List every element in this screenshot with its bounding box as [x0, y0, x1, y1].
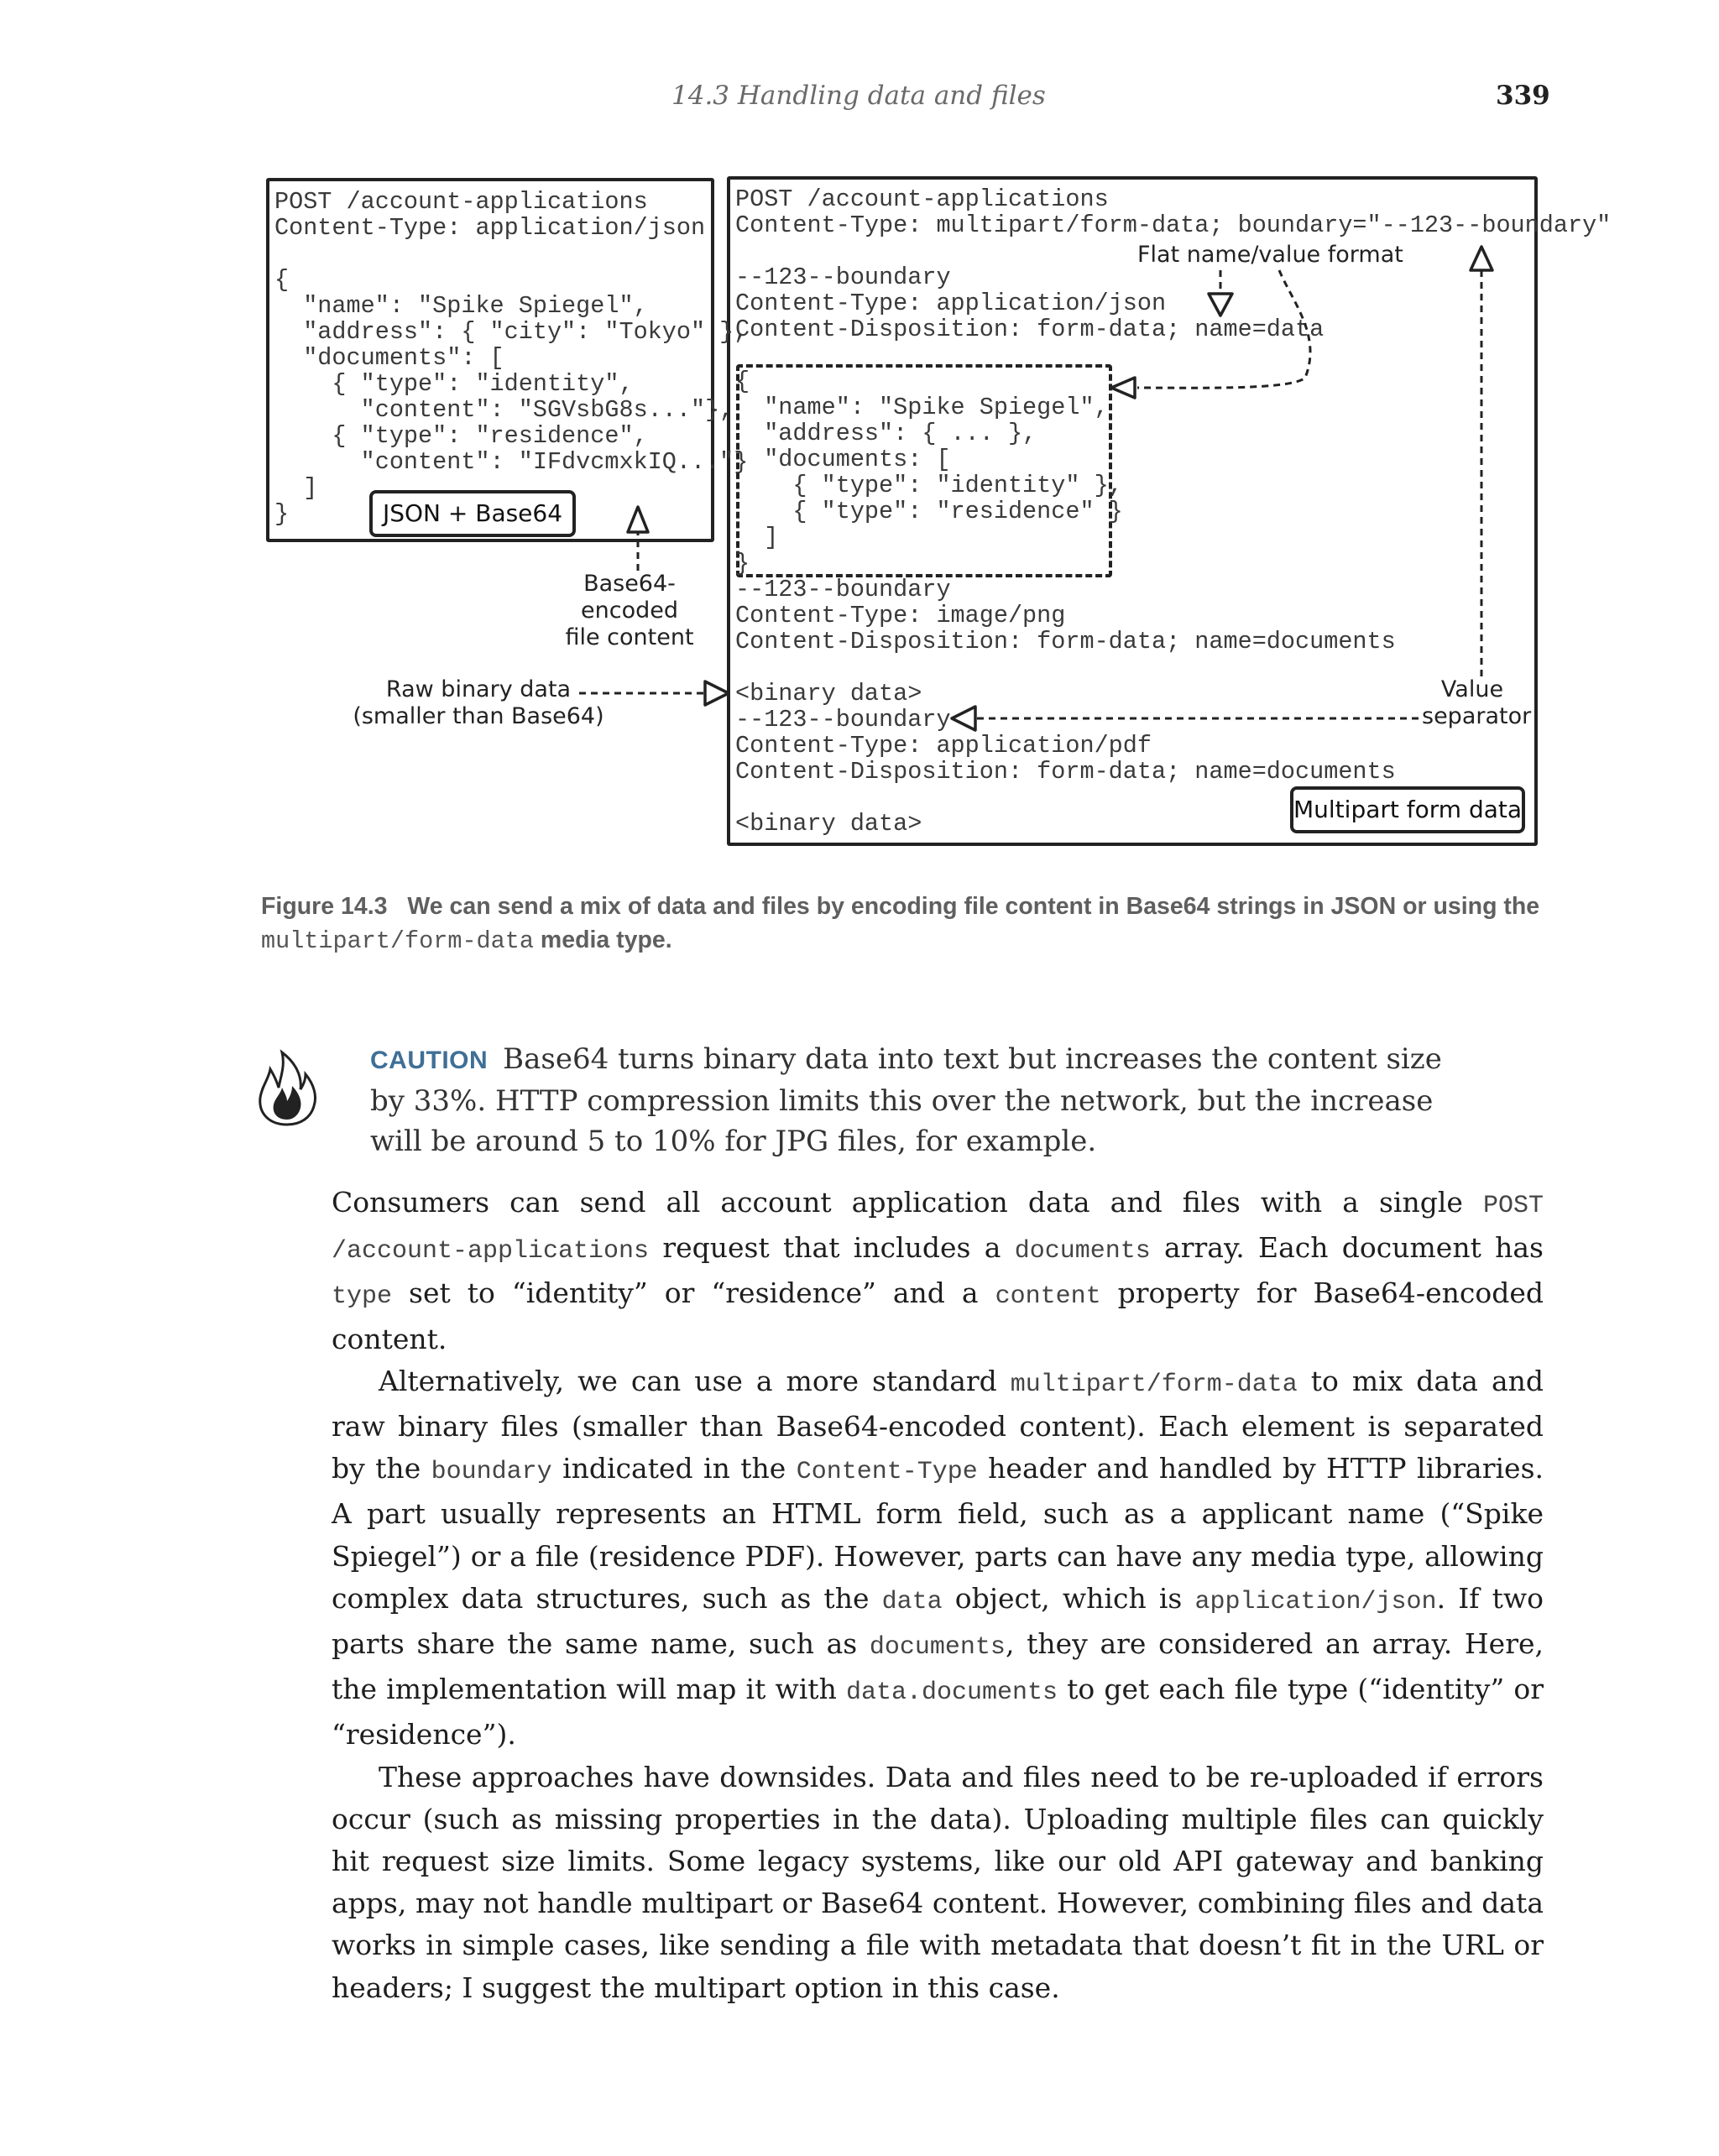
figure-caption — [261, 890, 1554, 958]
p2-text-5: object, which is — [942, 1581, 1195, 1615]
section-title: 14.3 Handling data and files — [671, 81, 1046, 111]
arrowhead-base64 — [628, 507, 648, 532]
caption-text-end: media type. — [540, 927, 672, 953]
multipart-code-line: <binary data> — [735, 810, 922, 838]
p2-text-6: . If two parts share the same name, such as — [332, 1581, 1544, 1661]
multipart-code-line: } — [735, 550, 750, 577]
p1-text-3: array. Each document has — [1150, 1231, 1544, 1265]
multipart-code-line: Content-Type: image/png — [735, 602, 1066, 629]
multipart-code-line: POST /account-applications — [735, 185, 1109, 213]
multipart-code-line: <binary data> — [735, 680, 922, 707]
base64-content-label: Base64-encoded file content — [565, 571, 694, 650]
p2-text-8: to get each file type (“identity” or “residence”). — [332, 1673, 1544, 1751]
caution-text: Base64 turns binary data into text but increases the content size by 33%. HTTP compression limits this over the network, but the increase will be around 5 to 10% for JPG files, for example. — [370, 1042, 1442, 1158]
json-code-line: "content": "SGVsbG8s..."}, — [274, 396, 734, 424]
paragraph-2 — [332, 1360, 1544, 1757]
p1-text-2: request that includes a — [649, 1231, 1015, 1265]
json-code-line: Content-Type: application/json — [274, 214, 706, 242]
multipart-code-line: Content-Type: application/json — [735, 290, 1167, 317]
json-code-line: { "type": "identity", — [274, 370, 634, 398]
paragraph-3: These approaches have downsides. Data and files need to be re-uploaded if errors occur (such as missing properties in the data). Uploading multiple files can quickly hit request size limits. Some legacy systems, like our old API gateway and banking apps, may not handle multipart or Base64 content. However, combining files and data works in simple cases, like sending a file with metadata that doesn’t fit in the URL or headers; I suggest the multipart option in this case. — [332, 1760, 1544, 2004]
p2-code-2: boundary — [431, 1458, 552, 1487]
multipart-code-line: "documents: [ — [735, 446, 951, 473]
json-code-line: { "type": "residence", — [274, 422, 648, 450]
paragraph-1 — [332, 1182, 1544, 1360]
value-separator-label: Value separator — [1422, 676, 1532, 729]
multipart-code-line: Content-Disposition: form-data; name=documents — [735, 758, 1396, 786]
page-number: 339 — [1496, 81, 1550, 111]
multipart-code-line: { "type": "identity" }, — [735, 472, 1123, 499]
caption-text: We can send a mix of data and files by encoding file content in Base64 strings in JSON or using the — [407, 893, 1540, 920]
json-code-line: { — [274, 266, 290, 294]
multipart-code-line: Content-Disposition: form-data; name=data — [735, 316, 1325, 343]
caution-label: CAUTION — [370, 1047, 489, 1074]
arrowhead-flat-down — [1209, 294, 1232, 316]
json-code-line: "documents": [ — [274, 344, 504, 372]
arrowhead-separator-left — [952, 707, 975, 730]
multipart-form-data-tag: Multipart form data — [1290, 786, 1525, 833]
multipart-code-line: --123--boundary — [735, 576, 951, 603]
p2-text-3: indicated in the — [551, 1452, 797, 1485]
figure-number: Figure 14.3 — [261, 893, 388, 920]
json-code-line: "name": "Spike Spiegel", — [274, 292, 648, 320]
json-code-line: POST /account-applications — [274, 188, 648, 216]
raw-binary-label: Raw binary data (smaller than Base64) — [353, 676, 604, 729]
arrowhead-raw — [705, 681, 729, 705]
figure-14-3 — [0, 0, 1719, 864]
fire-icon — [253, 1047, 321, 1128]
p2-code-5: application/json — [1194, 1587, 1437, 1616]
arrow-flat-curve-line — [1137, 270, 1310, 388]
multipart-code-line: { "type": "residence" } — [735, 498, 1123, 525]
p2-text-4: header and handled by HTTP libraries. A part usually represents an HTML form field, such as a applicant name (“Spike Spiegel”) or a file (residence PDF). However, parts can have any media type, allowing complex data structures, such as the — [332, 1452, 1544, 1615]
json-code-line: "content": "IFdvcmxkIQ..."} — [274, 448, 749, 476]
multipart-code-line: --123--boundary — [735, 264, 951, 291]
multipart-code-line: "name": "Spike Spiegel", — [735, 394, 1109, 421]
multipart-code-line: Content-Type: application/pdf — [735, 732, 1152, 760]
p2-code-4: data — [881, 1587, 943, 1616]
p2-code-6: documents — [869, 1633, 1006, 1663]
p2-code-3: Content-Type — [796, 1458, 978, 1487]
arrowhead-flat-curve — [1111, 378, 1135, 398]
json-base64-tag: JSON + Base64 — [369, 490, 576, 537]
multipart-code-line: Content-Type: multipart/form-data; boundary="--123--boundary" — [735, 211, 1612, 239]
multipart-code-line: { — [735, 368, 750, 395]
p1-code-2: documents — [1014, 1237, 1151, 1266]
caution-note — [370, 1039, 1478, 1162]
arrowhead-separator-up — [1471, 247, 1492, 270]
flat-format-label: Flat name/value format — [1137, 242, 1403, 268]
p2-code-7: data.documents — [845, 1678, 1058, 1708]
json-code-line: "address": { "city": "Tokyo" }, — [274, 318, 749, 346]
p2-text-1: Alternatively, we can use a more standard — [379, 1364, 1011, 1397]
p1-code-3: type — [332, 1282, 393, 1312]
multipart-code-line: Content-Disposition: form-data; name=documents — [735, 628, 1396, 655]
p2-code-1: multipart/form-data — [1010, 1370, 1298, 1399]
p2-text-2: to mix data and raw binary files (smaller than Base64-encoded content). Each element is separated by the — [332, 1364, 1544, 1485]
p1-code-4: content — [995, 1282, 1101, 1312]
body-text — [332, 1182, 1544, 2009]
multipart-code-line: ] — [735, 524, 779, 551]
p1-text-4: set to “identity” or “residence” and a — [392, 1276, 995, 1310]
p2-text-7: , they are considered an array. Here, the implementation will map it with — [332, 1627, 1544, 1706]
multipart-code-line: --123--boundary — [735, 706, 951, 733]
p1-code-1: POST /account-applications — [332, 1192, 1544, 1266]
json-code-line: } — [274, 500, 290, 528]
p1-text-5: property for Base64-encoded content. — [332, 1276, 1544, 1355]
p1-text-1: Consumers can send all account application data and files with a single — [332, 1186, 1483, 1219]
multipart-code-line: "address": { ... }, — [735, 420, 1037, 447]
json-code-line: ] — [274, 474, 318, 502]
caption-code: multipart/form-data — [261, 927, 534, 955]
annotation-arrows — [0, 0, 1719, 864]
